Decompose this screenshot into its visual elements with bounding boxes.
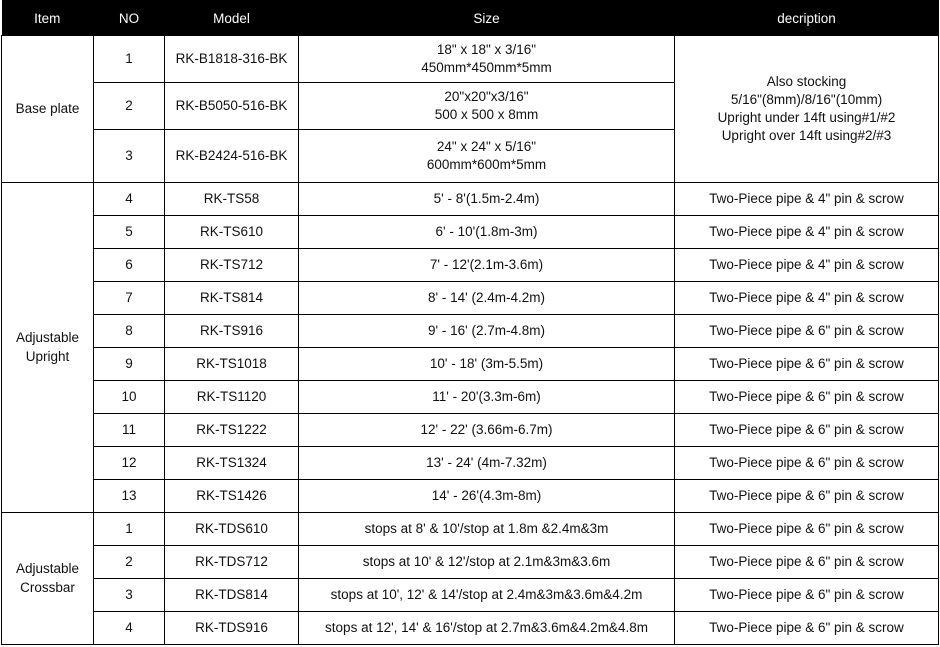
cell-no: 9	[94, 348, 165, 381]
cell-description: Two-Piece pipe & 4" pin & scrow	[675, 282, 939, 315]
cell-model: RK-TS610	[165, 216, 299, 249]
cell-size: stops at 8' & 10'/stop at 1.8m &2.4m&3m	[299, 513, 675, 546]
table-row	[2, 282, 939, 315]
cell-no: 1	[94, 36, 165, 83]
cell-size: 8' - 14' (2.4m-4.2m)	[299, 282, 675, 315]
table-row	[2, 315, 939, 348]
cell-size: stops at 10', 12' & 14'/stop at 2.4m&3m&3.6m&4.2m	[299, 579, 675, 612]
cell-no: 4	[94, 183, 165, 216]
table-row	[2, 414, 939, 447]
table-row	[2, 348, 939, 381]
cell-size: 11' - 20'(3.3m-6m)	[299, 381, 675, 414]
cell-model: RK-TDS916	[165, 612, 299, 645]
group-label-line: Adjustable	[15, 561, 80, 577]
cell-description: Two-Piece pipe & 6" pin & scrow	[675, 447, 939, 480]
cell-no: 3	[94, 130, 165, 183]
cell-model: RK-B2424-516-BK	[165, 130, 299, 183]
cell-model: RK-TS814	[165, 282, 299, 315]
cell-description: Two-Piece pipe & 6" pin & scrow	[675, 414, 939, 447]
cell-no: 13	[94, 480, 165, 513]
cell-description: Two-Piece pipe & 4" pin & scrow	[675, 249, 939, 282]
group-label-line: Upright	[25, 348, 70, 364]
cell-model: RK-TS1426	[165, 480, 299, 513]
cell-description: Two-Piece pipe & 6" pin & scrow	[675, 480, 939, 513]
cell-size: stops at 12', 14' & 16'/stop at 2.7m&3.6m&4.2m&4.8m	[299, 612, 675, 645]
cell-model: RK-TDS610	[165, 513, 299, 546]
cell-description: Two-Piece pipe & 4" pin & scrow	[675, 216, 939, 249]
cell-model: RK-TS916	[165, 315, 299, 348]
cell-size: 5' - 8'(1.5m-2.4m)	[299, 183, 675, 216]
size-imperial: 18" x 18" x 3/16"	[436, 41, 537, 57]
table-row	[2, 579, 939, 612]
size-imperial: 20"x20"x3/16"	[444, 88, 529, 104]
size-metric: 600mm*600m*5mm	[426, 157, 547, 172]
cell-no: 3	[94, 579, 165, 612]
header-model: Model	[165, 1, 299, 36]
cell-description: Two-Piece pipe & 6" pin & scrow	[675, 381, 939, 414]
cell-size: 13' - 24' (4m-7.32m)	[299, 447, 675, 480]
group-adjustable-crossbar	[2, 513, 94, 645]
cell-description: Two-Piece pipe & 4" pin & scrow	[675, 183, 939, 216]
cell-model: RK-TS712	[165, 249, 299, 282]
cell-size: 12' - 22' (3.66m-6.7m)	[299, 414, 675, 447]
cell-size: 10' - 18' (3m-5.5m)	[299, 348, 675, 381]
table-row	[2, 249, 939, 282]
cell-size: 6' - 10'(1.8m-3m)	[299, 216, 675, 249]
cell-description: Two-Piece pipe & 6" pin & scrow	[675, 348, 939, 381]
cell-size: stops at 10' & 12'/stop at 2.1m&3m&3.6m	[299, 546, 675, 579]
cell-size	[299, 83, 675, 130]
group-adjustable-upright	[2, 183, 94, 513]
header-description: decription	[675, 1, 939, 36]
cell-description: Two-Piece pipe & 6" pin & scrow	[675, 579, 939, 612]
cell-no: 4	[94, 612, 165, 645]
note-line: Upright over 14ft using#2/#3	[721, 128, 892, 144]
cell-model: RK-TDS814	[165, 579, 299, 612]
table-row	[2, 513, 939, 546]
cell-no: 10	[94, 381, 165, 414]
group-base-plate: Base plate	[2, 36, 94, 183]
cell-model: RK-TS58	[165, 183, 299, 216]
size-metric: 450mm*450mm*5mm	[421, 60, 552, 75]
table-row	[2, 183, 939, 216]
table-row	[2, 612, 939, 645]
table-row	[2, 546, 939, 579]
table-row	[2, 216, 939, 249]
cell-model: RK-B5050-516-BK	[165, 83, 299, 130]
cell-no: 8	[94, 315, 165, 348]
cell-size: 9' - 16' (2.7m-4.8m)	[299, 315, 675, 348]
group-label-line: Crossbar	[20, 579, 75, 595]
group-label-line: Adjustable	[15, 330, 80, 346]
header-row	[2, 1, 939, 36]
cell-size	[299, 36, 675, 83]
cell-no: 6	[94, 249, 165, 282]
cell-model: RK-TS1120	[165, 381, 299, 414]
cell-size: 14' - 26'(4.3m-8m)	[299, 480, 675, 513]
cell-model: RK-B1818-316-BK	[165, 36, 299, 83]
cell-model: RK-TS1324	[165, 447, 299, 480]
note-line: 5/16"(8mm)/8/16"(10mm)	[730, 91, 883, 107]
cell-no: 12	[94, 447, 165, 480]
cell-description: Two-Piece pipe & 6" pin & scrow	[675, 513, 939, 546]
cell-description: Two-Piece pipe & 6" pin & scrow	[675, 612, 939, 645]
note-line: Upright under 14ft using#1/#2	[717, 110, 896, 125]
cell-size	[299, 130, 675, 183]
size-imperial: 24" x 24" x 5/16"	[436, 138, 537, 154]
cell-model: RK-TS1222	[165, 414, 299, 447]
cell-no: 1	[94, 513, 165, 546]
header-size: Size	[299, 1, 675, 36]
cell-no: 2	[94, 546, 165, 579]
cell-description: Two-Piece pipe & 6" pin & scrow	[675, 546, 939, 579]
cell-no: 11	[94, 414, 165, 447]
cell-size: 7' - 12'(2.1m-3.6m)	[299, 249, 675, 282]
header-no: NO	[94, 1, 165, 36]
cell-no: 7	[94, 282, 165, 315]
cell-no: 5	[94, 216, 165, 249]
table-row	[2, 480, 939, 513]
product-spec-table	[1, 0, 939, 645]
base-plate-note	[675, 36, 939, 183]
cell-no: 2	[94, 83, 165, 130]
header-item: Item	[2, 1, 94, 36]
cell-model: RK-TS1018	[165, 348, 299, 381]
table-row	[2, 447, 939, 480]
size-metric: 500 x 500 x 8mm	[434, 107, 539, 122]
note-line: Also stocking	[766, 73, 847, 89]
cell-description: Two-Piece pipe & 6" pin & scrow	[675, 315, 939, 348]
cell-model: RK-TDS712	[165, 546, 299, 579]
table-row	[2, 381, 939, 414]
table-row	[2, 36, 939, 83]
